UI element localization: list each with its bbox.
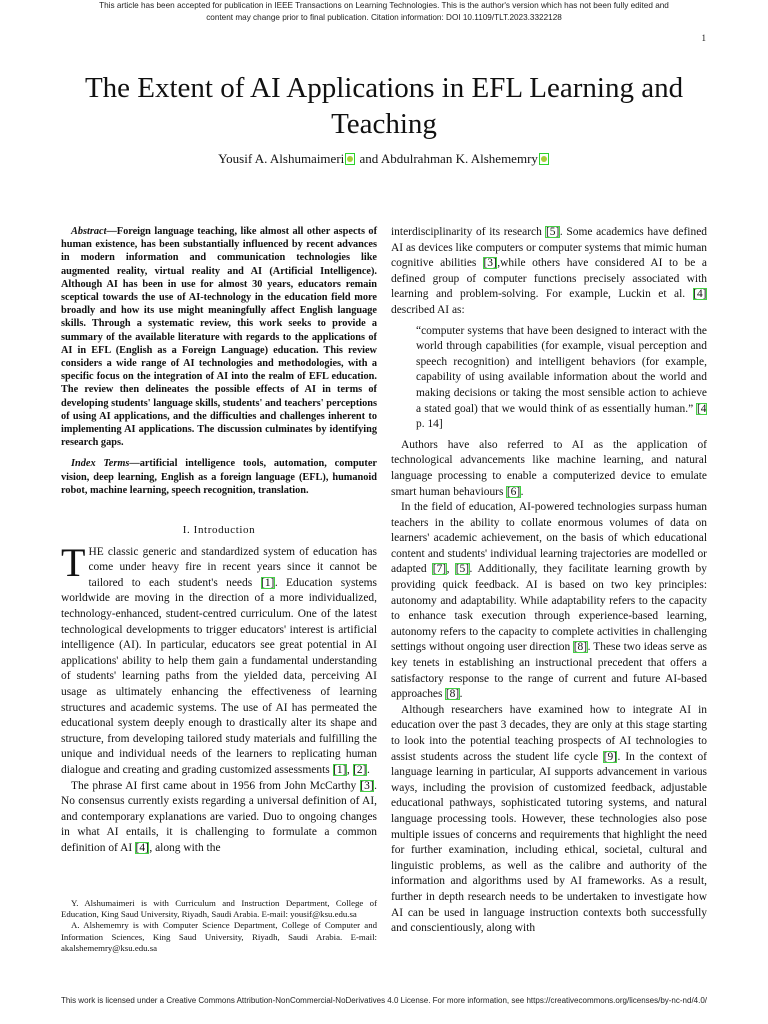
right-paragraph-1	[391, 225, 707, 319]
text-run: interdisciplinarity of its research	[391, 226, 546, 238]
citation-link[interactable]: [4]	[135, 841, 149, 854]
text-run: . No consensus currently exists regarding a universal definition of AI, and contemporary explanations are varied. Duo to ongoing changes in what AI entails, it is challenging to formulate a common definition of AI	[61, 779, 377, 854]
text-run: . Education systems worldwide are moving in the direction of a more individualized, technology-enhanced, student-centred curriculum. One of the latest technological developments to trigger educators' interest is artificial intelligence (AI). In particular, educators see great potential in AI applications' ability to help them gain a fundamental understanding of students' learning paths from the yielded data, perceiving AI usage as ultimately enhancing the effectiveness of learning structures and academic systems. The use of AI has permeated the educational system deeply enough to drastically alter its shape and structure, from developing tailored study materials and fulfilling the unique and individual needs of the learners to replicating human dialogue and creating and grading customized assessments	[61, 576, 377, 776]
index-terms-text: —artificial intelligence tools, automation, computer vision, deep learning, English as a foreign language (EFL), humanoid robot, machine learning, speech recognition, translation.	[61, 458, 377, 496]
author-1-name: Yousif A. Alshumaimeri	[218, 151, 345, 166]
footnote-author-1: Y. Alshumaimeri is with Curriculum and Instruction Department, College of Education, King Saud University, Riyadh, Saudi Arabia. E-mail: yousif@ksu.edu.sa	[61, 898, 377, 920]
footnote-author-2: A. Alshememry is with Computer Science Department, College of Computer and Information Sciences, King Saud University, Riyadh, Saudi Arabia. E-mail: akalshememry@ksu.edu.sa	[61, 920, 377, 953]
citation-link[interactable]: [2]	[353, 763, 367, 776]
text-run: . These two ideas serve as key tenets in establishing an instructional precedent that offers a satisfactory response to the range of current and future AI-based approaches	[391, 641, 707, 701]
intro-paragraph-1: THE classic generic and standardized system of education has come under heavy fire in recent years since it cannot be tailored to each student's needs [1]. Education systems worldwide are moving in the direction of a more individualized, technology-enhanced, student-centred curriculum. One of the latest technological developments to trigger educators' interest is artificial intelligence (AI). In particular, educators see great potential in AI applications' ability to help them gain a fundamental understanding of students' learning paths from the yielded data, perceiving AI usage as ultimately enhancing the effectiveness of learning structures and academic systems. The use of AI has permeated the educational system deeply enough to drastically alter its shape and structure, from developing tailored study materials and fulfilling the unique and individual needs of the learners to replicating human dialogue and creating and grading customized assessments [1], [2].	[61, 539, 377, 776]
publication-banner	[0, 0, 768, 24]
index-terms	[61, 457, 377, 497]
text-run: .	[520, 485, 524, 498]
citation-link[interactable]: [8]	[445, 688, 460, 701]
text-run: Although researchers have examined how to integrate AI in education over the past 3 decades, they are only at this stage starting to look into the potential teaching prospects of AI technologies to assist students across the student life cycle	[391, 703, 707, 763]
citation-link[interactable]: [3]	[483, 257, 497, 270]
author-separator: and	[359, 151, 379, 166]
citation-link[interactable]: [1]	[333, 763, 347, 776]
citation-link[interactable]: [5]	[545, 226, 560, 238]
orcid-icon[interactable]	[539, 153, 549, 165]
text-run: Authors have also referred to AI as the application of technological advancements like machine learning, and natural language processing to enable a computerized device to emulate smart human behaviours	[391, 438, 707, 498]
paper-title: The Extent of AI Applications in EFL Learning and Teaching	[84, 72, 684, 140]
text-run: The phrase AI first came about in 1956 from John McCarthy	[71, 779, 360, 792]
citation-link[interactable]: [4]	[693, 288, 707, 301]
orcid-icon[interactable]	[345, 153, 355, 165]
author-line	[40, 151, 728, 167]
right-column	[391, 225, 707, 937]
index-terms-label: Index Terms	[71, 458, 130, 470]
citation-link[interactable]: [1]	[261, 576, 275, 589]
text-run: In the field of education, AI-powered technologies surpass human teachers in the ability to collate enormous volumes of data on learners' academic achievement, on the basis of which educational content and students' individual learning trajectories are modelled or adapted	[391, 501, 707, 576]
license-footer: This work is licensed under a Creative Commons Attribution-NonCommercial-NoDerivatives 4.0 License. For more information, see https://creativecommons.org/licenses/by-nc-nd/4.0/	[60, 996, 708, 1005]
text-run: . Some academics have defined AI as devices like computers or computer systems that mimic human cognitive abilities	[391, 226, 707, 270]
drop-cap: T	[61, 539, 86, 585]
citation-link[interactable]: [7]	[432, 563, 447, 576]
right-paragraph-3	[391, 500, 707, 703]
text-run: described AI as:	[391, 303, 465, 316]
right-paragraph-2	[391, 438, 707, 500]
banner-line-2: content may change prior to final publication. Citation information: DOI 10.1109/TLT.2023.3322128	[206, 13, 562, 22]
text-run: “computer systems that have been designed to interact with the world through capabilities (for example, visual perception and speech recognition) and intelligent behaviors (for example, capability of using available information about the world and making decisions or taking the most sensible action to achieve a stated goal) that we would think of as essentially human.”	[416, 324, 707, 415]
text-run: . Additionally, they facilitate learning growth by providing quick feedback. AI is based on two key principles: autonomy and adaptability. While adaptability refers to the capacity to enhance task execution through experience-based learning, autonomy refers to the capacity to complete activities in challenging settings without ongoing user direction	[391, 563, 707, 654]
block-quote	[416, 324, 707, 433]
citation-link[interactable]: [9]	[603, 750, 617, 763]
page-number: 1	[701, 33, 706, 43]
citation-link[interactable]: [8]	[573, 641, 588, 654]
text-run: . In the context of language learning in particular, AI supports advancement in various ways, including the provision of customized feedback, adjustable educational pathways, sophisticated tutoring systems, and natural language processing tools. However, these technologies also pose multiple issues of concerns and requirements that highlight the need for further examination, including ethical, societal, cultural and linguistic problems, as well as the calibre and authority of the information and algorithms used by AI frameworks. As a result, further in depth research needs to be undertaken to investigate how AI can be used in language instruction contexts both successfully and conscientiously, along with	[391, 750, 707, 935]
author-2-name: Abdulrahman K. Alshememry	[380, 151, 538, 166]
citation-link[interactable]: [4	[696, 402, 707, 415]
section-heading-introduction: I. Introduction	[182, 524, 256, 537]
abstract-label: Abstract	[71, 226, 107, 237]
citation-link[interactable]: [5]	[455, 563, 470, 576]
footnotes	[61, 898, 377, 954]
abstract	[61, 225, 377, 449]
text-run: ,	[446, 563, 456, 576]
left-column	[61, 225, 377, 857]
right-paragraph-4	[391, 703, 707, 937]
abstract-text: —Foreign language teaching, like almost all other aspects of human existence, has been substantially influenced by recent advances in modern information and communication technologies like augmented reality, virtual reality and AI (Artificial Intelligence). Although AI has been in use for almost 30 years, educators remain sceptical towards the use of AI-technology in the education field more broadly and how its use might meaningfully affect English language skills. Through a systematic review, this work seeks to provide a summary of the available literature with regards to the applications of AI in EFL (English as a Foreign Language) education. This review considers a wide range of AI technologies and methodologies, with a specific focus on the integration of AI into the realm of EFL education. The review then delineates the possible effects of AI in terms of developing students' language skills, students' and teachers' perceptions of using AI applications, and the difficulties and challenges inherent to implementing AI applications. The discussion culminates by identifying research gaps.	[61, 226, 377, 449]
citation-link[interactable]: [3]	[360, 779, 374, 792]
text-run: .	[459, 688, 463, 701]
text-run: HE classic generic and standardized system of education has come under heavy fire in recent years since it cannot be tailored to each student's needs	[88, 545, 377, 589]
text-run: ,while others have considered AI to be a defined group of computer functions precisely associated with learning and problem-solving. For example, Luckin et al.	[391, 257, 707, 301]
intro-paragraph-2	[61, 779, 377, 857]
citation-link[interactable]: [6]	[506, 485, 521, 498]
text-run: , along with the	[149, 841, 221, 854]
banner-line-1: This article has been accepted for publication in IEEE Transactions on Learning Technologies. This is the author's version which has not been fully edited and	[99, 1, 669, 10]
text-run: p. 14]	[416, 418, 443, 431]
